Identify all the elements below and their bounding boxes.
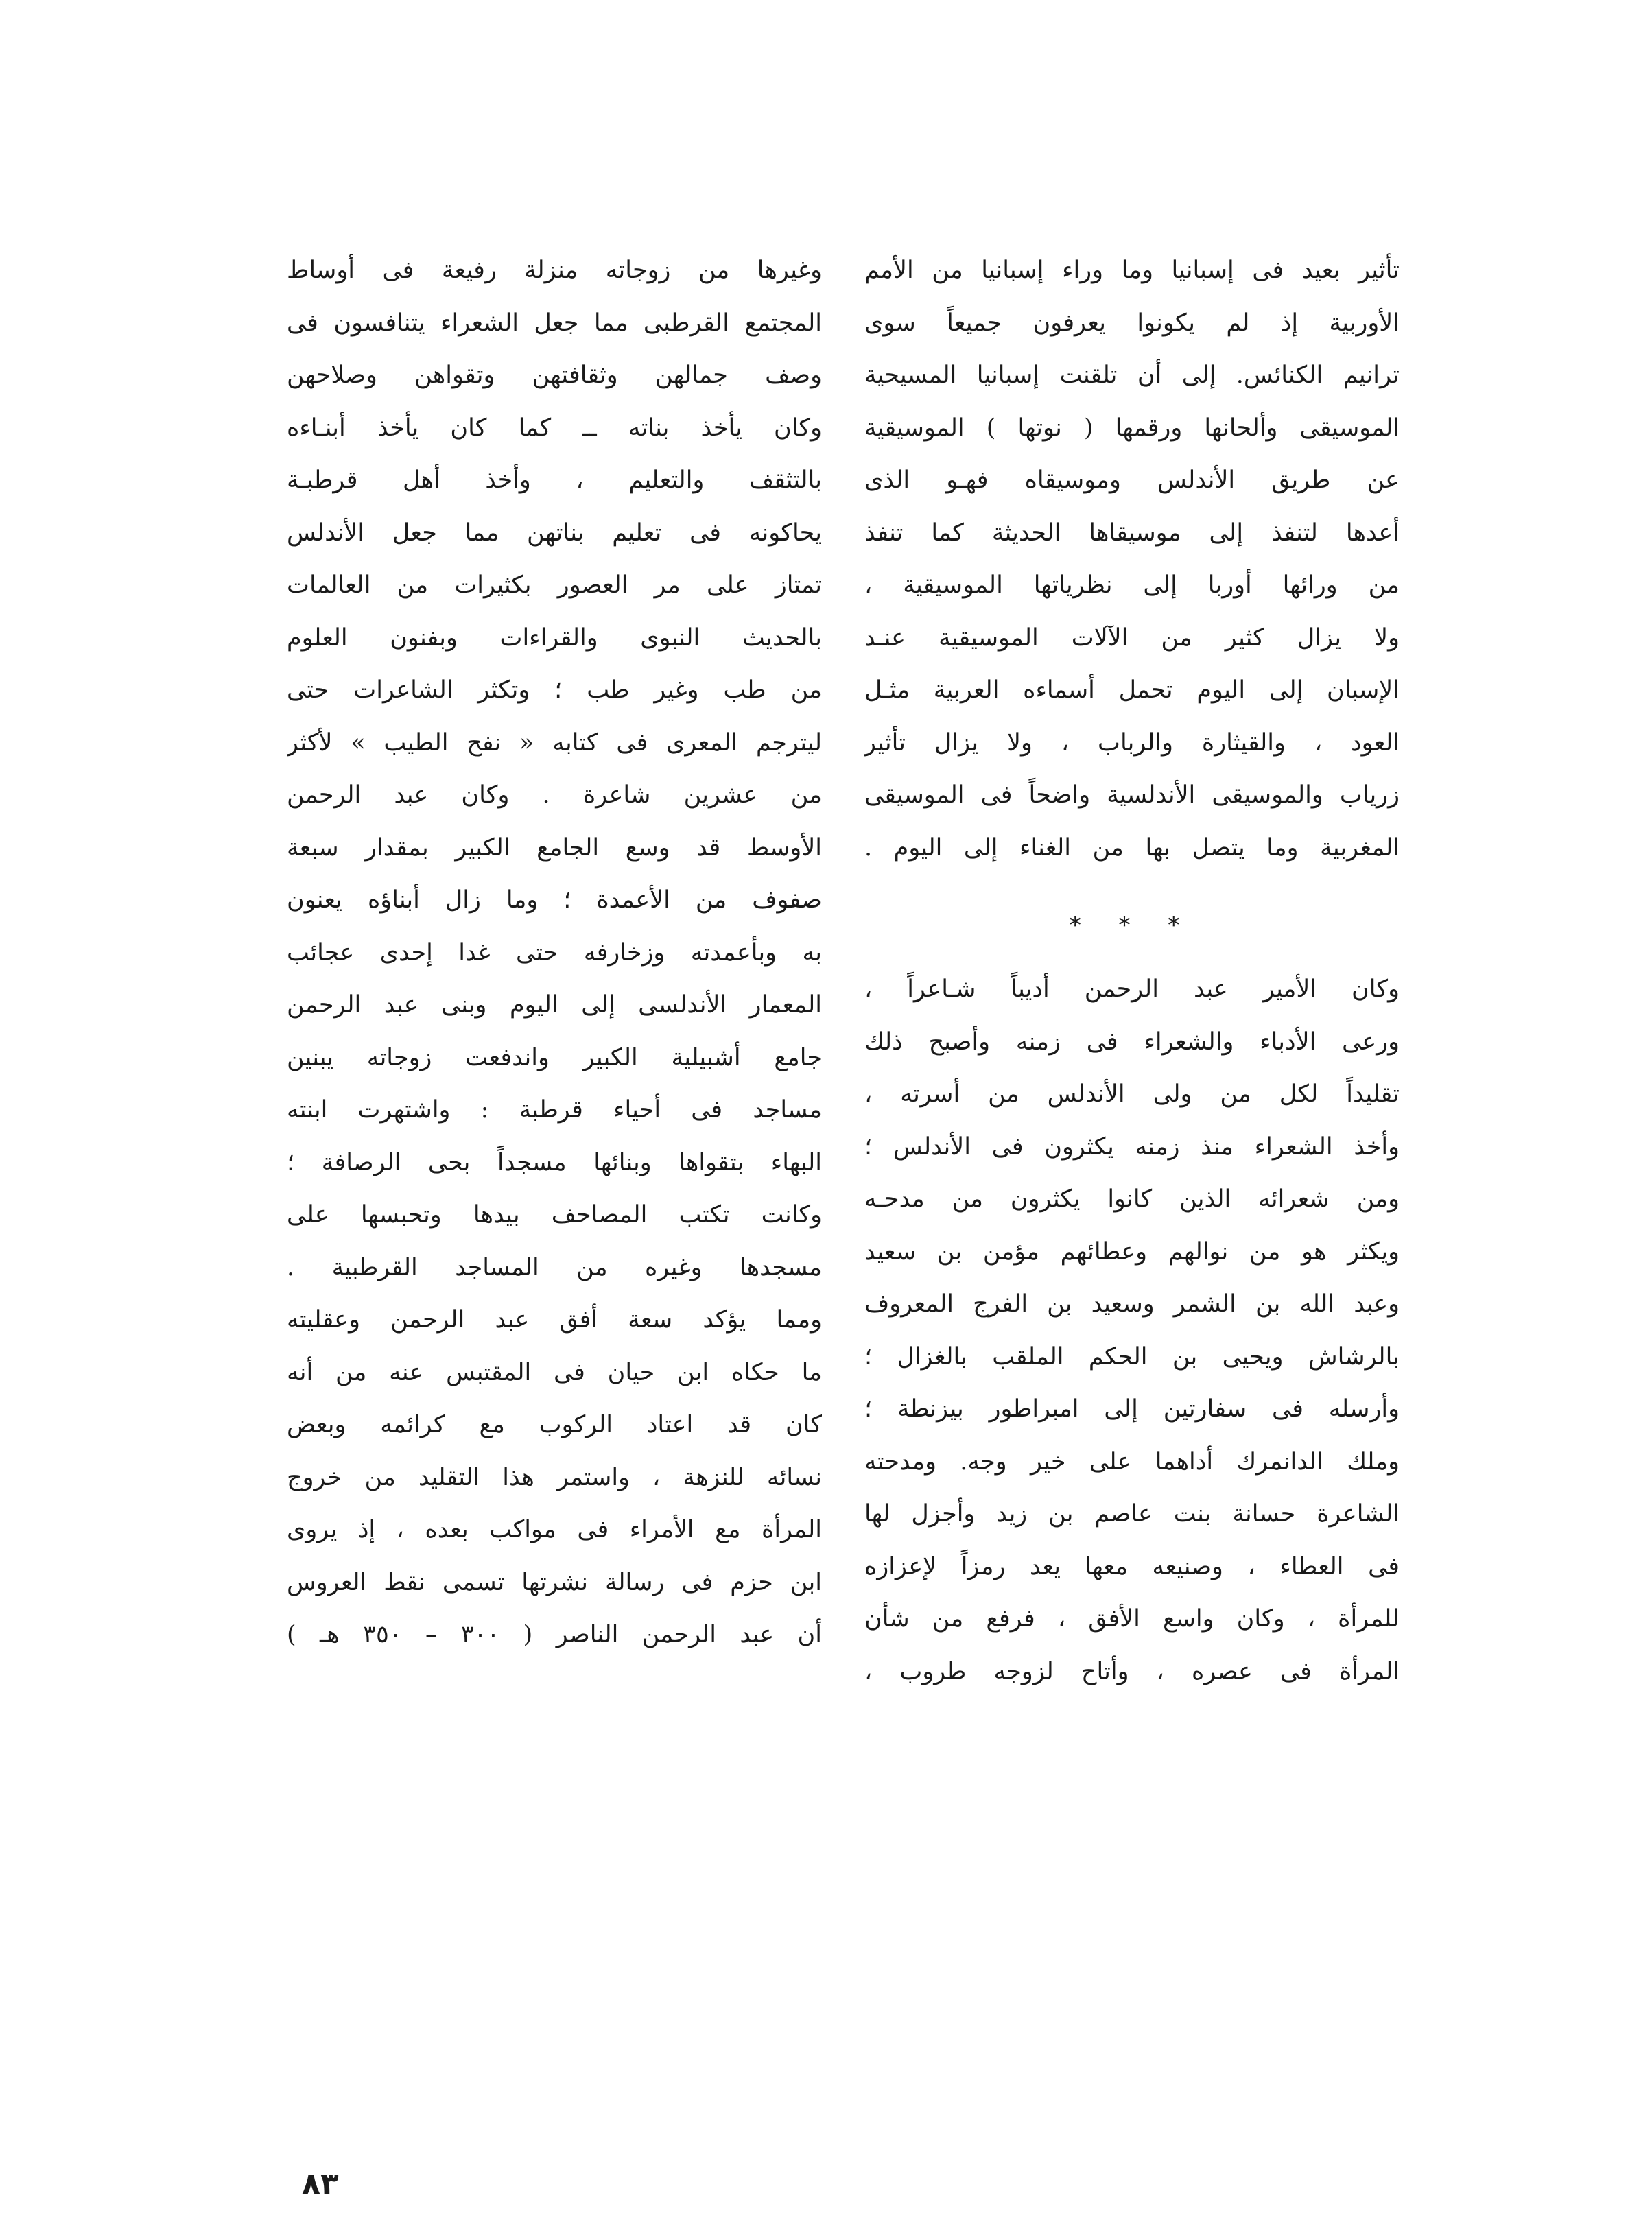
text-line: كان قد اعتاد الركوب مع كرائمه وبعض <box>287 1411 822 1438</box>
text-line: الأوسط قد وسع الجامع الكبير بمقدار سبعة <box>287 833 822 862</box>
page-number: ٨٣ <box>302 2166 339 2201</box>
text-line: البهاء بتقواها وبنائها مسجداً بحى الرصافة ؛ <box>287 1148 822 1176</box>
text-line: المرأة فى عصره ، وأتاح لزوجه طروب ، <box>864 1657 1400 1685</box>
text-line: زرياب والموسيقى الأندلسية واضحاً فى الموسيقى <box>864 781 1400 809</box>
text-line: ولا يزال كثير من الآلات الموسيقية عنـد <box>864 624 1400 652</box>
text-line: وكان الأمير عبد الرحمن أديباً شـاعراً ، <box>864 975 1400 1003</box>
text-line: تقليداً لكل من ولى الأندلس من أسرته ، <box>864 1080 1400 1108</box>
text-line: مسجدها وغيره من المساجد القرطبية . <box>287 1253 822 1281</box>
text-line: وصف جمالهن وثقافتهن وتقواهن وصلاحهن <box>287 362 822 389</box>
text-line: صفوف من الأعمدة ؛ وما زال أبناؤه يعنون <box>287 886 822 914</box>
text-line: وكان يأخذ بناته ــ كما كان يأخذ أبنـاءه <box>287 414 822 442</box>
text-line: الأوربية إذ لم يكونوا يعرفون جميعاً سوى <box>864 309 1400 337</box>
text-line: ويكثر هو من نوالهم وعطائهم مؤمن بن سعيد <box>864 1237 1400 1266</box>
text-line: وملك الدانمرك أداهما على خير وجه. ومدحته <box>864 1447 1400 1476</box>
text-line: بالتثقف والتعليم ، وأخذ أهل قرطبـة <box>287 466 822 494</box>
text-line: أعدها لتنفذ إلى موسيقاها الحديثة كما تنفذ <box>864 519 1400 547</box>
text-line: المغربية وما يتصل بها من الغناء إلى اليوم . <box>864 833 1400 862</box>
text-line: تأثير بعيد فى إسبانيا وما وراء إسبانيا من الأمم <box>864 257 1400 284</box>
text-line: الإسبان إلى اليوم تحمل أسماءه العربية مثـل <box>864 676 1400 704</box>
text-line: ومما يؤكد سعة أفق عبد الرحمن وعقليته <box>287 1306 822 1334</box>
text-line: بالحديث النبوى والقراءات وبفنون العلوم <box>287 624 822 652</box>
text-line: من عشرين شاعرة . وكان عبد الرحمن <box>287 781 822 809</box>
text-line: عن طريق الأندلس وموسيقاه فهـو الذى <box>864 466 1400 494</box>
text-line: به وبأعمدته وزخارفه حتى غدا إحدى عجائب <box>287 938 822 967</box>
text-line: الموسيقى وألحانها ورقمها ( نوتها ) الموسيقية <box>864 414 1400 442</box>
text-line: مساجد فى أحياء قرطبة : واشتهرت ابنته <box>287 1096 822 1124</box>
text-line: من ورائها أوربا إلى نظرياتها الموسيقية ، <box>864 571 1400 599</box>
text-line: وعبد الله بن الشمر وسعيد بن الفرج المعروف <box>864 1290 1400 1318</box>
text-line: وكانت تكتب المصاحف بيدها وتحبسها على <box>287 1201 822 1229</box>
text-line: وغيرها من زوجاته منزلة رفيعة فى أوساط <box>287 257 822 284</box>
text-line: ومن شعرائه الذين كانوا يكثرون من مدحـه <box>864 1185 1400 1213</box>
text-line: جامع أشبيلية الكبير واندفعت زوجاته يبنين <box>287 1043 822 1071</box>
text-line: فى العطاء ، وصنيعه معها يعد رمزاً لإعزازه <box>864 1552 1400 1580</box>
text-line: الشاعرة حسانة بنت عاصم بن زيد وأجزل لها <box>864 1500 1400 1528</box>
text-line: للمرأة ، وكان واسع الأفق ، فرفع من شأن <box>864 1605 1400 1633</box>
text-line: المعمار الأندلسى إلى اليوم وبنى عبد الرحمن <box>287 991 822 1019</box>
text-line: ترانيم الكنائس. إلى أن تلقنت إسبانيا المسيحية <box>864 362 1400 389</box>
text-line: أن عبد الرحمن الناصر ( ٣٠٠ – ٣٥٠ هـ ) <box>287 1621 822 1648</box>
left-paragraph <box>287 244 822 1661</box>
text-line: العود ، والقيثارة والرباب ، ولا يزال تأثير <box>864 728 1400 757</box>
text-line: وأخذ الشعراء منذ زمنه يكثرون فى الأندلس ؛ <box>864 1133 1400 1161</box>
text-line: ورعى الأدباء والشعراء فى زمنه وأصبح ذلك <box>864 1028 1400 1056</box>
text-line: وأرسله فى سفارتين إلى امبراطور بيزنطة ؛ <box>864 1395 1400 1423</box>
text-line: ابن حزم فى رسالة نشرتها تسمى نقط العروس <box>287 1568 822 1596</box>
text-line: من طب وغير طب ؛ وتكثر الشاعرات حتى <box>287 676 822 704</box>
text-line: نسائه للنزهة ، واستمر هذا التقليد من خروج <box>287 1463 822 1491</box>
text-line: بالرشاش ويحيى بن الحكم الملقب بالغزال ؛ <box>864 1342 1400 1371</box>
text-line: ليترجم المعرى فى كتابه « نفح الطيب » لأكثر <box>287 728 822 757</box>
text-line: ما حكاه ابن حيان فى المقتبس عنه من أنه <box>287 1358 822 1386</box>
right-paragraph-1 <box>864 244 1400 874</box>
text-line: المجتمع القرطبى مما جعل الشعراء يتنافسون فى <box>287 309 822 337</box>
text-line: المرأة مع الأمراء فى مواكب بعده ، إذ يروى <box>287 1516 822 1543</box>
left-column <box>287 244 822 1661</box>
section-separator: * * * <box>1069 912 1195 939</box>
text-line: تمتاز على مر العصور بكثيرات من العالمات <box>287 571 822 599</box>
right-paragraph-2 <box>864 963 1400 1698</box>
text-line: يحاكونه فى تعليم بناتهن مما جعل الأندلس <box>287 519 822 547</box>
right-column <box>864 244 1400 1698</box>
